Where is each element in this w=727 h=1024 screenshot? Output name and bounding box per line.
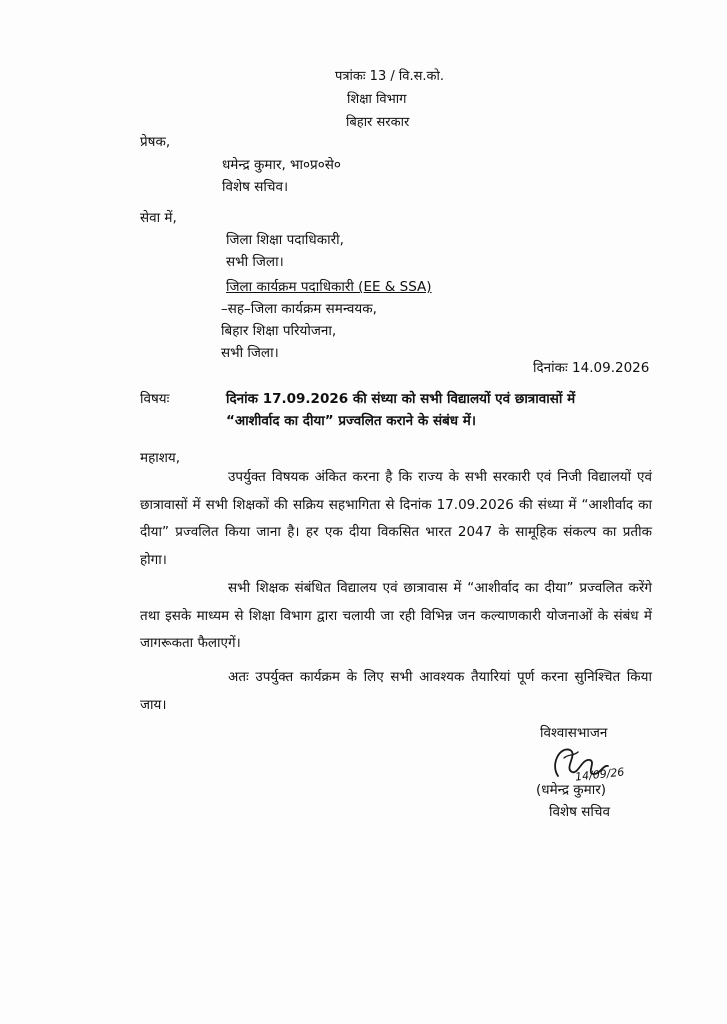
subject-line-1: दिनांक 17.09.2026 की संध्या को सभी विद्यालयों एवं छात्रावासों में <box>226 391 576 407</box>
body-paragraph-3: अतः उपर्युक्त कार्यक्रम के लिए सभी आवश्यक तैयारियां पूर्ण करना सुनिश्चित किया जाय। <box>140 669 652 713</box>
salutation: महाशय, <box>140 450 181 466</box>
recipient-1-line-1: जिला शिक्षा पदाधिकारी, <box>226 232 344 248</box>
sender-designation: विशेष सचिव। <box>222 179 289 195</box>
letter-number: पत्रांकः 13 / वि.स.को. <box>335 69 444 84</box>
recipient-1-line-2: सभी जिला। <box>226 254 284 270</box>
letter-date: दिनांकः 14.09.2026 <box>533 360 650 376</box>
recipient-2-line-2: –सह–जिला कार्यक्रम समन्वयक, <box>221 301 377 317</box>
body-paragraph-2: सभी शिक्षक संबंधित विद्यालय एवं छात्रावास में “आशीर्वाद का दीया” प्रज्वलित करेंगे तथा इसके माध्यम से शिक्षा विभाग द्वारा चलायी जा रही विभिन्न जन कल्याणकारी योजनाओं के संबंध में जागरूकता फैलाएगें। <box>140 580 652 651</box>
body-paragraph-1: उपर्युक्त विषयक अंकित करना है कि राज्य के सभी सरकारी एवं निजी विद्यालयों एवं छात्रावासों में सभी शिक्षकों की सक्रिय सहभागिता से दिनांक 17.09.2026 की संध्या में “आशीर्वाद का दीया” प्रज्वलित किया जाना है। हर एक दीया विकसित भारत 2047 के सामूहिक संकल्प का प्रतीक होगा। <box>140 469 652 568</box>
signatory-designation: विशेष सचिव <box>549 804 610 820</box>
recipient-2-line-3: बिहार शिक्षा परियोजना, <box>221 323 337 339</box>
signatory-name: (धमेन्द्र कुमार) <box>536 782 606 798</box>
subject-label: विषयः <box>140 391 170 407</box>
recipients-label: सेवा में, <box>140 210 177 226</box>
sender-label: प्रेषक, <box>140 134 171 150</box>
recipient-2-line-4: सभी जिला। <box>221 345 279 361</box>
sender-name: धमेन्द्र कुमार, भा०प्र०से० <box>222 157 341 173</box>
signature-date: 14/09/26 <box>574 765 625 784</box>
subject-line-2: “आशीर्वाद का दीया” प्रज्वलित कराने के संबंध में। <box>226 413 476 429</box>
department-name: शिक्षा विभाग <box>347 92 407 107</box>
government-name: बिहार सरकार <box>346 115 410 130</box>
recipient-2-line-1: जिला कार्यक्रम पदाधिकारी (EE & SSA) <box>226 279 432 295</box>
valediction: विश्वासभाजन <box>540 725 608 741</box>
